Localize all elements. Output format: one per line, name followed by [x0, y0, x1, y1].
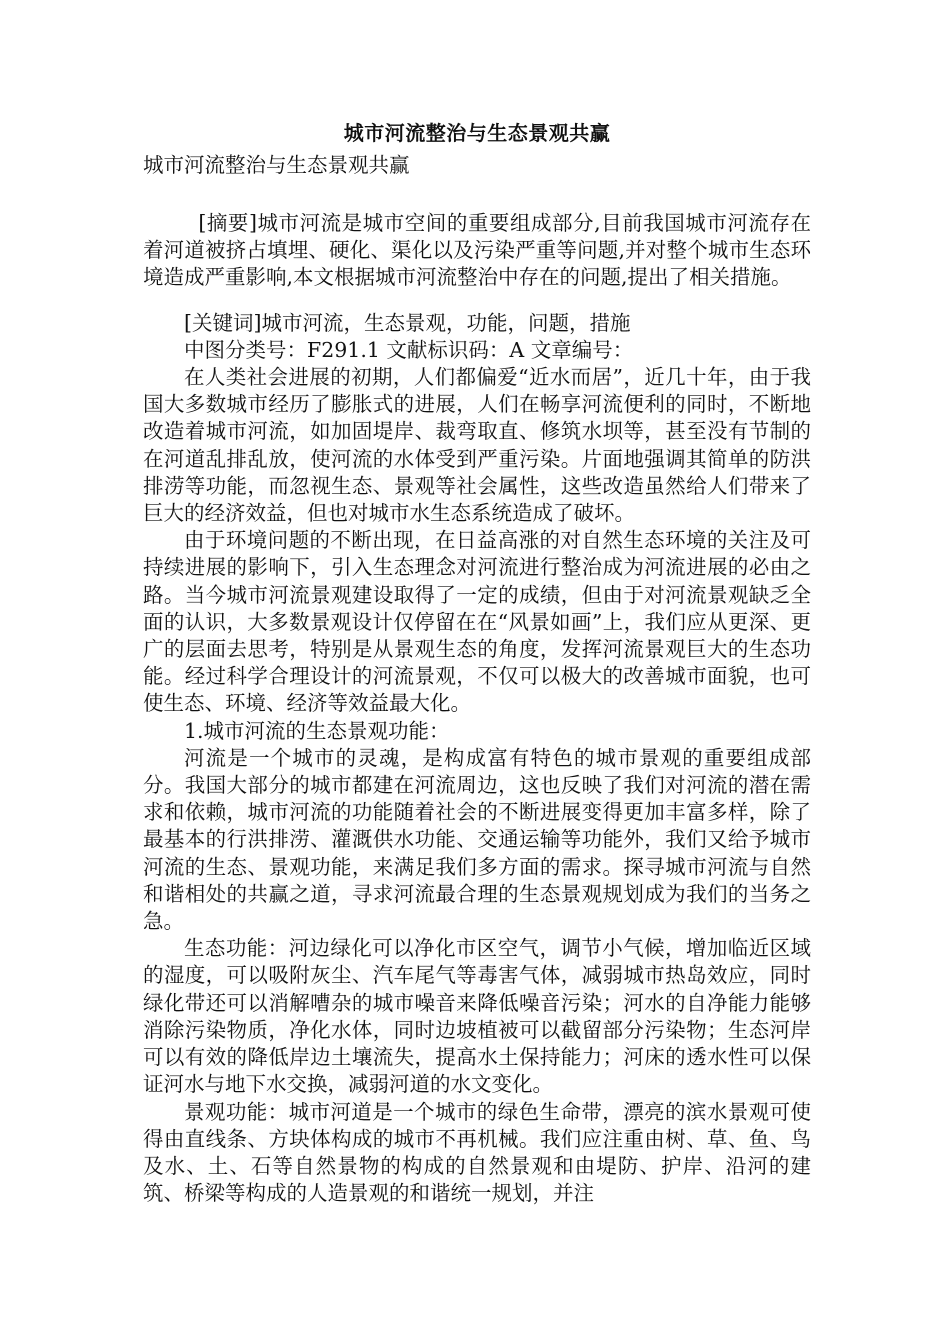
- document-subtitle: 城市河流整治与生态景观共赢: [143, 153, 410, 177]
- keywords-line: [关键词]城市河流，生态景观，功能，问题，措施: [184, 310, 631, 335]
- document-page: [143, 118, 811, 1207]
- body-paragraph: 生态功能：河边绿化可以净化市区空气，调节小气候，增加临近区域的湿度，可以吸附灰尘、汽车尾气等毒害气体，减弱城市热岛效应，同时绿化带还可以消解嘈杂的城市噪音来降低噪音污染；河水的自净能力能够消除污染物质，净化水体，同时边坡植被可以截留部分污染物；生态河岸可以有效的降低岸边土壤流失，提高水土保持能力；河床的透水性可以保证河水与地下水交换，减弱河道的水文变化。: [143, 936, 811, 1097]
- classification-line: 中图分类号：F291.1 文献标识码：A 文章编号：: [184, 337, 634, 362]
- body-paragraph: 河流是一个城市的灵魂，是构成富有特色的城市景观的重要组成部分。我国大部分的城市都建在河流周边，这也反映了我们对河流的潜在需求和依赖，城市河流的功能随着社会的不断进展变得更加丰富多样，除了最基本的行洪排涝、灌溉供水功能、交通运输等功能外，我们又给予城市河流的生态、景观功能，来满足我们多方面的需求。探寻城市河流与自然和谐相处的共赢之道，寻求河流最合理的生态景观规划成为我们的当务之急。: [143, 745, 811, 934]
- body-paragraph: 由于环境问题的不断出现，在日益高涨的对自然生态环境的关注及可持续进展的影响下，引入生态理念对河流进行整治成为河流进展的必由之路。当今城市河流景观建设取得了一定的成绩，但由于对河流景观缺乏全面的认识，大多数景观设计仅停留在在“风景如画”上，我们应从更深、更广的层面去思考，特别是从景观生态的角度，发挥河流景观巨大的生态功能。经过科学合理设计的河流景观，不仅可以极大的改善城市面貌，也可使生态、环境、经济等效益最大化。: [143, 528, 811, 716]
- spacer: [143, 292, 811, 310]
- abstract-paragraph: [摘要]城市河流是城市空间的重要组成部分,目前我国城市河流存在着河道被挤占填埋、硬化、渠化以及污染严重等问题,并对整个城市生态环境造成严重影响,本文根据城市河流整治中存在的问题,提出了相关措施。: [143, 211, 811, 290]
- spacer: [143, 180, 811, 210]
- body-paragraph: 景观功能：城市河道是一个城市的绿色生命带，漂亮的滨水景观可使得由直线条、方块体构成的城市不再机械。我们应注重由树、草、鱼、鸟及水、土、石等自然景物的构成的自然景观和由堤防、护岸、沿河的建筑、桥梁等构成的人造景观的和谐统一规划，并注: [143, 1099, 811, 1206]
- document-title: 城市河流整治与生态景观共赢: [343, 121, 611, 145]
- section-heading: 1.城市河流的生态景观功能：: [184, 718, 450, 743]
- body-paragraph: 在人类社会进展的初期，人们都偏爱“近水而居”，近几十年，由于我国大多数城市经历了膨胀式的进展，人们在畅享河流便利的同时，不断地改造着城市河流，如加固堤岸、裁弯取直、修筑水坝等，甚至没有节制的在河道乱排乱放，使河流的水体受到严重污染。片面地强调其简单的防洪排涝等功能，而忽视生态、景观等社会属性，这些改造虽然给人们带来了巨大的经济效益，但也对城市水生态系统造成了破坏。: [143, 365, 811, 526]
